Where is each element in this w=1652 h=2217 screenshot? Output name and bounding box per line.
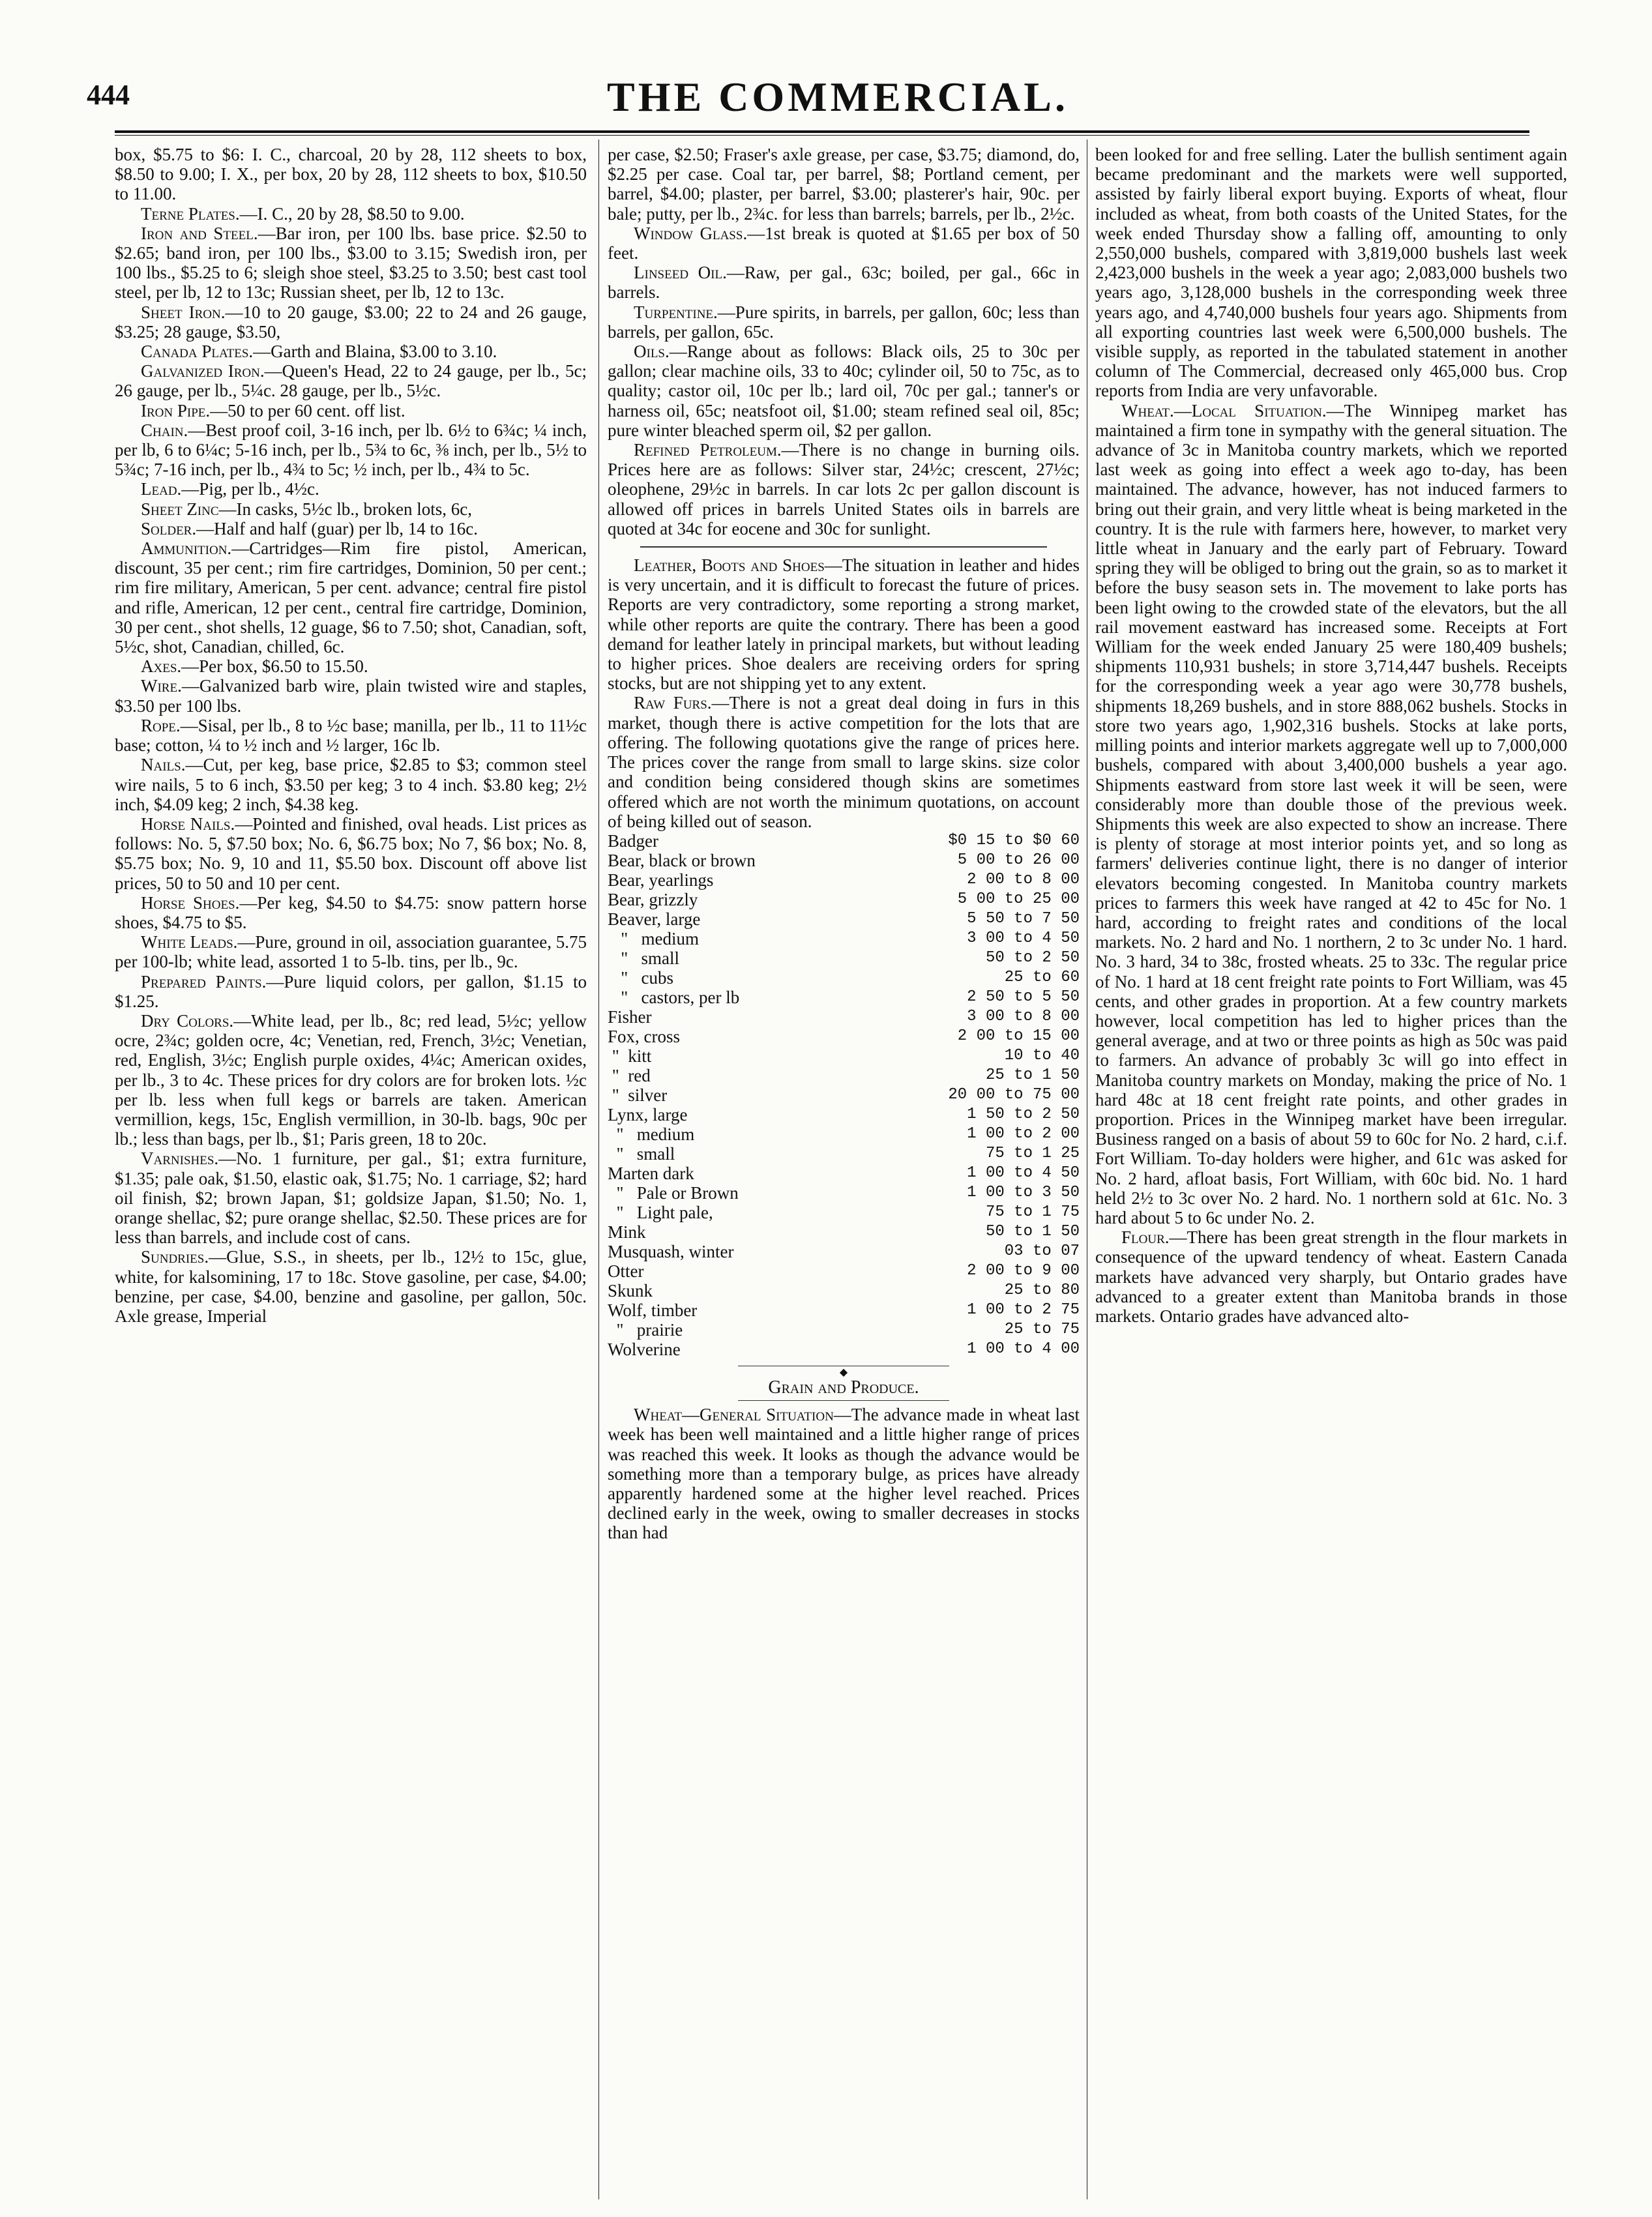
fur-name: Marten dark: [608, 1163, 694, 1183]
paragraph: [115, 342, 587, 361]
fur-price-range: 5 50 to 7 50: [967, 909, 1080, 928]
fur-name: " small: [608, 948, 680, 968]
paragraph-text: —Raw, per gal., 63c; boiled, per gal., 66c in barrels.: [608, 263, 1080, 302]
paragraph-text: —Cartridges—Rim fire pistol, American, discount, 35 per cent.; rim fire cartridges, Dominion, 50 per cent.; rim fire military, American, 5 per cent. advance; central fire pistol and rifle, American, 12 per cent., central fire cartridge, Dominion, 30 per cent., shot shells, 12 guage, $6 to 7.50; shot, Canadian, soft, 5½c, shot, Canadian, chilled, 6c.: [115, 538, 587, 657]
fur-price-range: 25 to 60: [1004, 968, 1080, 986]
paragraph-heading: Flour.: [1121, 1227, 1170, 1248]
fur-price-range: 2 00 to 8 00: [967, 870, 1080, 888]
paragraph-text: —Pig, per lb., 4½c.: [181, 479, 319, 499]
fur-name: " medium: [608, 1124, 695, 1144]
fur-price-range: 1 00 to 4 50: [967, 1164, 1080, 1182]
paragraph-heading: Rope.: [141, 715, 181, 735]
fur-price-row: [608, 909, 1080, 929]
paragraph: [115, 479, 587, 499]
fur-price-row: [608, 1203, 1080, 1222]
fur-price-row: [608, 1300, 1080, 1320]
paragraph-text: —Per box, $6.50 to 15.50.: [181, 656, 368, 677]
paragraph: [1095, 401, 1567, 1228]
fur-name: Bear, black or brown: [608, 850, 756, 870]
paragraph-heading: Refined Petroleum.: [634, 440, 782, 460]
paragraph-text: per case, $2.50; Fraser's axle grease, per case, $3.75; diamond, do, $2.25 per case. Coal tar, per barrel, $8; Portland cement, per barrel, $4.00; plaster, per barrel, $3.00; plasterer's hair, 90c. per bale; putty, per lb., 2¾c. for less than barrels; barrels, per lb., 2½c.: [608, 145, 1080, 224]
paragraph-heading: Prepared Paints.: [141, 971, 267, 991]
paragraph: [115, 656, 587, 676]
paragraph: [115, 932, 587, 971]
paragraph: [115, 224, 587, 302]
fur-name: " cubs: [608, 967, 674, 988]
paragraph: [1095, 1227, 1567, 1326]
paragraph-heading: Wheat—General Situation: [634, 1405, 834, 1425]
paragraph-text: —Queen's Head, 22 to 24 gauge, per lb., 5c; 26 gauge, per lb., 5¼c. 28 gauge, per lb., 5½c.: [115, 361, 587, 401]
fur-price-row: [608, 1007, 1080, 1027]
paragraph-heading: Lead.: [141, 479, 182, 499]
paragraph: [608, 342, 1080, 440]
column-3: [1095, 145, 1567, 2205]
fur-name: Mink: [608, 1222, 646, 1242]
fur-price-range: $0 15 to $0 60: [948, 831, 1080, 849]
paragraph-heading: Canada Plates.: [141, 342, 254, 362]
paragraph: [608, 224, 1080, 263]
fur-name: " Pale or Brown: [608, 1182, 739, 1203]
fur-name: Fisher: [608, 1006, 652, 1027]
paragraph-text: —Best proof coil, 3-16 inch, per lb. 6½ to 6¾c; ¼ inch, per lb, 6 to 6¼c; 5-16 inch, per lb., 5¾ to 6c, ⅜ inch, per lb., 5½ to 5¾c; 7-16 inch, per lb., 4¾ to 5c; ½ inch, per lb., 4¾ to 5c.: [115, 420, 587, 480]
paragraph-text: —Half and half (guar) per lb, 14 to 16c.: [196, 518, 478, 538]
paragraph: [115, 401, 587, 420]
fur-price-row: [608, 1320, 1080, 1340]
paragraph: [115, 1011, 587, 1149]
fur-name: Musquash, winter: [608, 1241, 734, 1261]
paragraph: [115, 814, 587, 893]
paragraph-heading: Linseed Oil.: [634, 263, 727, 283]
paragraph-text: been looked for and free selling. Later the bullish sentiment again became predominant and the markets were well supported, assisted by fairly liberal export buying. Exports of wheat, flour included as wheat, from both coasts of the United States, for the week ended Thursday show a falling off, amounting to only 2,550,000 bushels, compared with 3,819,000 bushels last week 2,423,000 bushels in the week a year ago; 2,083,000 bushels two years ago, 3,128,000 bushels in the corresponding week three years ago, and 4,740,000 bushels four years ago. Shipments from all exporting countries last week were 6,500,000 bushels. The visible supply, as reported in the tabulated statement in another column of The Commercial, decreased only 465,000 bus. Crop reports from India are very unfavorable.: [1095, 145, 1567, 401]
paragraph: [115, 1149, 587, 1247]
fur-price-range: 50 to 2 50: [985, 948, 1080, 967]
fur-price-range: 5 00 to 25 00: [957, 890, 1080, 908]
paragraph-heading: Sundries.: [141, 1247, 209, 1267]
fur-price-range: 75 to 1 75: [985, 1203, 1080, 1221]
fur-price-row: [608, 1046, 1080, 1066]
paragraph-heading: Nails.: [141, 755, 186, 775]
fur-price-row: [608, 1164, 1080, 1183]
paragraph: [115, 145, 587, 204]
paragraph-text: —Sisal, per lb., 8 to ½c base; manilla, per lb., 11 to 11½c base; cotton, ¼ to ½ inch and ½ larger, 16c lb.: [115, 715, 587, 756]
paragraph-heading: Axes.: [141, 656, 182, 677]
column-divider: [598, 139, 599, 2199]
leather-and-furs-section: [608, 555, 1080, 831]
page-number: 444: [87, 79, 130, 111]
fur-price-range: 1 50 to 2 50: [967, 1105, 1080, 1123]
paragraph-text: —The situation in leather and hides is very uncertain, and it is difficult to forecast the future of prices. Reports are very contradictory, some reporting a strong market, while other reports are quite the contrary. There has been a good demand for leather lately in principal markets, but without leading to higher prices. Shoe dealers are receiving orders for spring stocks, but are not shipping yet to any extent.: [608, 555, 1080, 694]
fur-price-row: [608, 1124, 1080, 1144]
paragraph-text: —The advance made in wheat last week has been well maintained and a little higher range of prices was reached this week. It looks as though the advance would be something more than a temporary bulge, as prices have already apparently hardened some at the higher level reached. Prices declined early in the week, owing to smaller decreases in stocks than had: [608, 1405, 1080, 1543]
fur-price-row: [608, 1144, 1080, 1164]
paragraph-text: —I. C., 20 by 28, $8.50 to 9.00.: [239, 203, 465, 224]
fur-price-row: [608, 1261, 1080, 1281]
paragraph-text: —Pure, ground in oil, association guarantee, 5.75 per 100-lb; white lead, assorted 1 to 5-lb. tins, per lb., 9c.: [115, 932, 587, 972]
paragraph-text: —Pointed and finished, oval heads. List prices as follows: No. 5, $7.50 box; No. 6, $6.75 box; No 7, $6 box; No. 8, $5.75 box; No. 9, 10 and 11, $5.50 box. Discount off above list prices, 50 to 50 and 10 per cent.: [115, 814, 587, 893]
paragraph-text: —10 to 20 gauge, $3.00; 22 to 24 and 26 gauge, $3.25; 28 gauge, $3.50,: [115, 302, 587, 342]
hardware-prices-continued: [608, 145, 1080, 538]
fur-price-range: 10 to 40: [1004, 1046, 1080, 1064]
fur-name: " kitt: [608, 1046, 652, 1066]
section-divider: [738, 1400, 949, 1401]
paragraph-text: —Per keg, $4.50 to $4.75: snow pattern horse shoes, $4.75 to $5.: [115, 892, 587, 932]
paragraph: [115, 755, 587, 814]
fur-price-range: 2 00 to 9 00: [967, 1261, 1080, 1280]
paragraph: [608, 555, 1080, 693]
paragraph: [115, 519, 587, 538]
raw-furs-price-table: [608, 831, 1080, 1359]
paragraph-heading: Oils.: [634, 342, 670, 362]
paragraph: [115, 361, 587, 400]
fur-name: " prairie: [608, 1319, 683, 1340]
fur-price-range: 75 to 1 25: [985, 1144, 1080, 1162]
fur-name: Beaver, large: [608, 909, 701, 929]
header-rule: [115, 130, 1529, 136]
paragraph: [115, 893, 587, 932]
paragraph-text: —White lead, per lb., 8c; red lead, 5½c; yellow ocre, 2¾c; golden ocre, 4c; Venetian, red, French, 3½c; Venetian, red, English, 3½c; English purple oxides, 4¼c; American oxides, per lb., 3 to 4c. These prices for dry colors are for broken lots. ½c per lb. less when full kegs or barrels are taken. American vermillion, kegs, 15c, English vermillion, in 30-lb. bags, 90c per lb.; less than bags, per lb., $1; Paris green, 18 to 20c.: [115, 1010, 587, 1149]
fur-price-range: 1 00 to 2 75: [967, 1300, 1080, 1319]
paragraph-text: —Glue, S.S., in sheets, per lb., 12½ to 15c, glue, white, for kalsomining, 17 to 18c. Stove gasoline, per case, $4.00; benzine, per case, $4.00, benzine and gasoline, per gallon, 50c. Axle grease, Imperial: [115, 1247, 587, 1326]
fur-name: Lynx, large: [608, 1104, 688, 1124]
paragraph-text: —Garth and Blaina, $3.00 to 3.10.: [253, 342, 497, 362]
fur-price-range: 1 00 to 3 50: [967, 1183, 1080, 1201]
journal-title: THE COMMERCIAL.: [607, 74, 1069, 120]
fur-name: " Light pale,: [608, 1202, 713, 1222]
paragraph: [115, 499, 587, 519]
fur-price-range: 25 to 1 50: [985, 1066, 1080, 1084]
fur-name: " small: [608, 1143, 675, 1164]
fur-price-range: 2 00 to 15 00: [957, 1027, 1080, 1045]
fur-name: Badger: [608, 830, 658, 851]
paragraph: [608, 693, 1080, 830]
paragraph: [608, 302, 1080, 342]
paragraph-heading: White Leads.: [141, 932, 238, 952]
paragraph-text: —There is not a great deal doing in furs in this market, though there is active competition for the lots that are offering. The following quotations give the range of prices here. The prices cover the range from small to large skins. size color and condition being considered though skins are sometimes offered which are not worth the minimum quotations, on account of being killed out of season.: [608, 693, 1080, 831]
paragraph-text: —Range about as follows: Black oils, 25 to 30c per gallon; clear machine oils, 33 to 40c; cylinder oil, 50 to 75c, as to quality; castor oil, 10c per lb.; lard oil, 70c per gal.; tanner's or harness oil, 65c; neatsfoot oil, $1.00; steam refined seal oil, 85c; pure winter bleached sperm oil, $2 per gallon.: [608, 342, 1080, 440]
paragraph-text: —Bar iron, per 100 lbs. base price. $2.50 to $2.65; band iron, per 100 lbs., $3.00 to 3.15; Swedish iron, per 100 lbs., $5.25 to 6; sleigh shoe steel, $3.25 to 3.50; best cast tool steel, per lb, 12 to 13c; Russian sheet, per lb, 12 to 13c.: [115, 223, 587, 302]
fur-price-row: [608, 1340, 1080, 1359]
fur-price-row: [608, 929, 1080, 948]
paragraph: [115, 420, 587, 480]
fur-price-row: [608, 1027, 1080, 1046]
fur-price-range: 20 00 to 75 00: [948, 1085, 1080, 1104]
fur-price-row: [608, 968, 1080, 988]
paragraph-text: —There has been great strength in the flour markets in consequence of the upward tendency of wheat. Eastern Canada markets have advanced very sharply, but Ontario grades have advanced to a greater extent than Manitoba brands in those markets. Ontario grades have advanced alto-: [1095, 1227, 1567, 1326]
paragraph-text: —Pure liquid colors, per gallon, $1.15 to $1.25.: [115, 971, 587, 1011]
paragraph-text: —50 to per 60 cent. off list.: [210, 400, 406, 420]
paragraph-text: —Pure spirits, in barrels, per gallon, 60c; less than barrels, per gallon, 65c.: [608, 302, 1080, 342]
fur-price-row: [608, 948, 1080, 968]
column-1: [115, 145, 587, 2205]
paragraph-heading: Iron and Steel.: [141, 223, 258, 243]
fur-name: " medium: [608, 928, 700, 948]
wheat-general-situation: [608, 1405, 1080, 1542]
fur-price-row: [608, 1281, 1080, 1300]
fur-name: Wolf, timber: [608, 1300, 698, 1320]
paragraph-heading: Terne Plates.: [141, 203, 240, 224]
paragraph-heading: Horse Shoes.: [141, 892, 240, 913]
paragraph-heading: Wheat.—Local Situation.: [1121, 400, 1327, 420]
paragraph-text: —1st break is quoted at $1.65 per box of 50 feet.: [608, 223, 1080, 263]
fur-name: " red: [608, 1065, 651, 1085]
fur-name: Fox, cross: [608, 1026, 681, 1046]
grain-section-title: Grain and Produce.: [768, 1377, 919, 1398]
fur-price-row: [608, 831, 1080, 851]
paragraph: [608, 263, 1080, 302]
paragraph-heading: Sheet Iron.: [141, 302, 226, 322]
paragraph-heading: Raw Furs.: [634, 693, 712, 713]
paragraph-heading: Turpentine.: [634, 302, 718, 322]
paragraph-heading: Iron Pipe.: [141, 400, 211, 420]
fur-price-row: [608, 851, 1080, 870]
paragraph: [115, 204, 587, 224]
fur-price-range: 50 to 1 50: [985, 1222, 1080, 1241]
fur-price-row: [608, 1085, 1080, 1105]
paragraph: [608, 145, 1080, 224]
paragraph-heading: Dry Colors.: [141, 1010, 234, 1031]
fur-price-range: 5 00 to 26 00: [957, 851, 1080, 869]
section-divider: [640, 546, 1047, 548]
paragraph: [115, 676, 587, 715]
paragraph-text: —Galvanized barb wire, plain twisted wire and staples, $3.50 per 100 lbs.: [115, 676, 587, 716]
ornament-icon: ◆: [839, 1366, 848, 1378]
paragraph-heading: Sheet Zinc: [141, 499, 219, 519]
fur-name: Bear, grizzly: [608, 889, 698, 909]
fur-price-range: 3 00 to 4 50: [967, 929, 1080, 947]
fur-price-range: 1 00 to 2 00: [967, 1124, 1080, 1143]
paragraph-heading: Solder.: [141, 518, 197, 538]
paragraph: [1095, 145, 1567, 401]
paragraph-heading: Horse Nails.: [141, 814, 235, 834]
fur-price-row: [608, 1105, 1080, 1124]
fur-price-row: [608, 870, 1080, 890]
fur-name: Skunk: [608, 1280, 653, 1300]
fur-price-row: [608, 988, 1080, 1007]
paragraph: [115, 972, 587, 1011]
fur-name: Wolverine: [608, 1339, 681, 1359]
fur-price-range: 25 to 80: [1004, 1281, 1080, 1299]
fur-name: " castors, per lb: [608, 987, 740, 1007]
paragraph-text: —In casks, 5½c lb., broken lots, 6c,: [218, 499, 472, 519]
paragraph: [115, 1247, 587, 1326]
paragraph-text: —No. 1 furniture, per gal., $1; extra furniture, $1.35; pale oak, $1.50, elastic oak, $1.75; No. 1 carriage, $2; hard oil finish, $2; brown Japan, $1; goldsize Japan, $1.50; No. 1, orange shellac, $2; pure orange shellac, $2.50. These prices are for less than barrels, and include cost of cans.: [115, 1149, 587, 1248]
column-2: [608, 145, 1080, 2205]
paragraph-heading: Wire.: [141, 676, 182, 696]
paragraph: [608, 440, 1080, 538]
fur-price-row: [608, 1066, 1080, 1085]
paragraph-heading: Chain.: [141, 420, 188, 440]
fur-price-range: 2 50 to 5 50: [967, 988, 1080, 1006]
paragraph-text: —The Winnipeg market has maintained a firm tone in sympathy with the general situation. The advance of 3c in Manitoba country markets, which we reported last week as going into effect a week ago to-day, has been maintained. The advance, however, has not induced farmers to bring out their grain, and very little wheat is being marketed in the country. It is the rule with farmers here, however, to market very little wheat in January and the early part of February. Toward spring they will be obliged to bring out the grain, so as to market it before the busy season sets in. The movement to lake ports has been light owing to the crowded state of the elevators, but the all rail movement eastward has increased some. Receipts at Fort William for the week ended January 25 were 180,409 bushels; shipments 110,931 bushels; in store 3,714,447 bushels. Receipts for the corresponding week a year ago were 30,778 bushels, shipments 18,269 bushels, and in store 888,062 bushels. Stocks in store two years ago, 1,902,316 bushels. Stocks at lake ports, milling points and interior markets aggregate well up to 7,000,000 bushels, compared with about 3,400,000 bushels a year ago. Shipments eastward from store last week it will be seen, were considerably more than double those of the previous week. Shipments this week are also expected to show an increase. There is plenty of storage at most interior points yet, and so long as farmers' deliveries continue light, there is no danger of interior elevators becoming congested. In Manitoba country markets prices to farmers this week have ranged at 42 to 45c for No. 1 hard, according to freight rates and conditions of the local markets. No. 2 hard and No. 1 northern, 2 to 3c under No. 1 hard. No. 3 hard, 34 to 38c, frosted wheats. 25 to 33c. The regular price of No. 1 hard at 18 cent freight rate points to Fort William, was 45 cents, and other grades in proportion. At a few country markets however, local competition has led to higher prices than the general average, and at two or three points as high as 50c was paid to farmers. An advance of probably 3c will go into effect in Manitoba country markets on Monday, making the price of No. 1 hard 48c at 18 cent freight rate points, and other grades in proportion. Prices in the Winnipeg market have been irregular. Business ranged on a basis of about 59 to 60c for No. 2 hard, c.i.f. Fort William. To-day holders were higher, and 61c was asked for No. 2 hard, afloat basis, Fort William, with 60c bid. No. 1 hard held 2½ to 3c over No. 2 hard. No. 1 northern sold at 61c. No. 3 hard about 5 to 6c under No. 2.: [1095, 400, 1567, 1227]
fur-price-row: [608, 1222, 1080, 1242]
paragraph-text: box, $5.75 to $6: I. C., charcoal, 20 by 28, 112 sheets to box, $8.50 to 9.00; I. X., per box, 20 by 28, 112 sheets to box, $10.50 to 11.00.: [115, 145, 587, 204]
paragraph-text: —There is no change in burning oils. Prices here are as follows: Silver star, 24½c; crescent, 27½c; oleophene, 29½c in barrels. In car lots 2c per gallon discount is allowed off prices in barrels United States oils in barrels are quoted at 34c for eocene and 30c for sunlight.: [608, 440, 1080, 538]
paragraph-heading: Galvanized Iron.: [141, 361, 265, 381]
fur-name: " silver: [608, 1085, 668, 1105]
fur-price-row: [608, 890, 1080, 909]
fur-price-range: 03 to 07: [1004, 1242, 1080, 1260]
paragraph-heading: Varnishes.: [141, 1149, 219, 1169]
fur-price-range: 25 to 75: [1004, 1320, 1080, 1338]
paragraph: [115, 538, 587, 656]
fur-name: Otter: [608, 1261, 644, 1281]
paragraph: [115, 302, 587, 342]
paragraph-text: —Cut, per keg, base price, $2.85 to $3; common steel wire nails, 5 to 6 inch, $3.50 per keg; 3 to 4 inch. $3.80 keg; 2½ inch, $4.09 keg; 2 inch, $4.38 keg.: [115, 755, 587, 814]
page-header: [0, 0, 1652, 130]
paragraph: [608, 1405, 1080, 1542]
fur-price-range: 3 00 to 8 00: [967, 1007, 1080, 1025]
fur-price-range: 1 00 to 4 00: [967, 1340, 1080, 1358]
fur-name: Bear, yearlings: [608, 870, 714, 890]
paragraph-heading: Ammunition.: [141, 538, 232, 559]
paragraph-heading: Leather, Boots and Shoes: [634, 555, 825, 576]
fur-price-row: [608, 1183, 1080, 1203]
fur-price-row: [608, 1242, 1080, 1261]
paragraph-heading: Window Glass.: [634, 223, 748, 243]
paragraph: [115, 716, 587, 755]
